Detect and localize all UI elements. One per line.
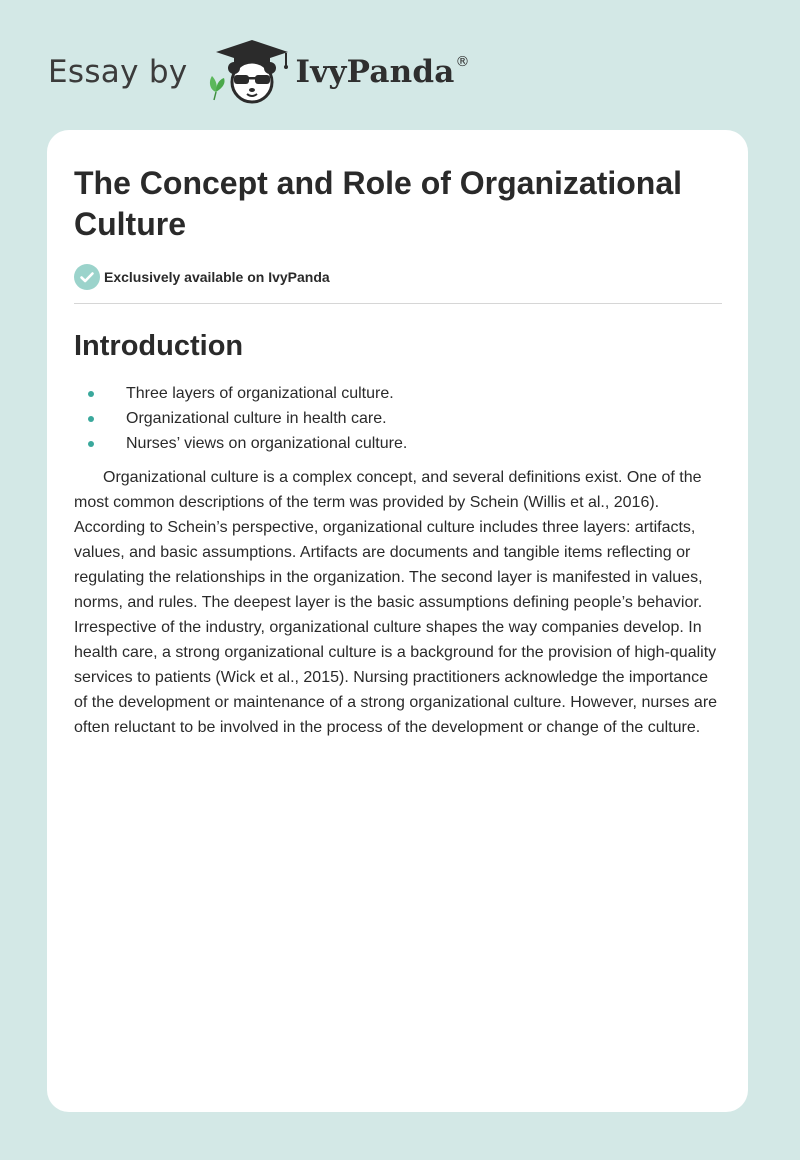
list-item xyxy=(74,381,722,406)
panda-logo-icon xyxy=(204,36,294,108)
bullet-dot-icon xyxy=(88,391,94,397)
essay-title: The Concept and Role of Organizational Culture xyxy=(74,165,683,242)
list-item-text: Nurses’ views on organizational culture. xyxy=(126,435,408,452)
section-heading-introduction: Introduction xyxy=(74,330,244,362)
registered-mark: ® xyxy=(455,54,470,70)
title-divider xyxy=(74,303,722,304)
site-brand[interactable] xyxy=(48,36,470,108)
outline-list xyxy=(74,381,722,456)
list-item-text: Three layers of organizational culture. xyxy=(126,385,394,402)
essay-card xyxy=(47,130,748,1112)
ivy-leaf-icon xyxy=(209,76,224,100)
exclusive-badge xyxy=(74,264,722,290)
bullet-dot-icon xyxy=(88,416,94,422)
list-item-text: Organizational culture in health care. xyxy=(126,410,387,427)
list-item xyxy=(74,406,722,431)
check-circle-icon xyxy=(74,264,100,290)
brand-prefix: Essay by xyxy=(48,54,188,90)
list-item xyxy=(74,431,722,456)
badge-label: Exclusively available on IvyPanda xyxy=(104,269,330,285)
brand-name: IvyPanda xyxy=(295,54,455,90)
bullet-dot-icon xyxy=(88,441,94,447)
intro-paragraph: Organizational culture is a complex concept, and several definitions exist. One of the most common descriptions of the term was provided by Schein (Willis et al., 2016). According to Schein’s perspective, organizational culture includes three layers: artifacts, values, and basic assumptions. Artifacts are documents and tangible items reflecting or regulating the relationships in the organization. The second layer is manifested in values, norms, and rules. The deepest layer is the basic assumptions defining people’s behavior. Irrespective of the industry, organizational culture shapes the way companies develop. In health care, a strong organizational culture is a background for the provision of high-quality services to patients (Wick et al., 2015). Nursing practitioners acknowledge the importance of the development or maintenance of a strong organizational culture. However, nurses are often reluctant to be involved in the process of the development or change of the culture. xyxy=(74,469,718,736)
